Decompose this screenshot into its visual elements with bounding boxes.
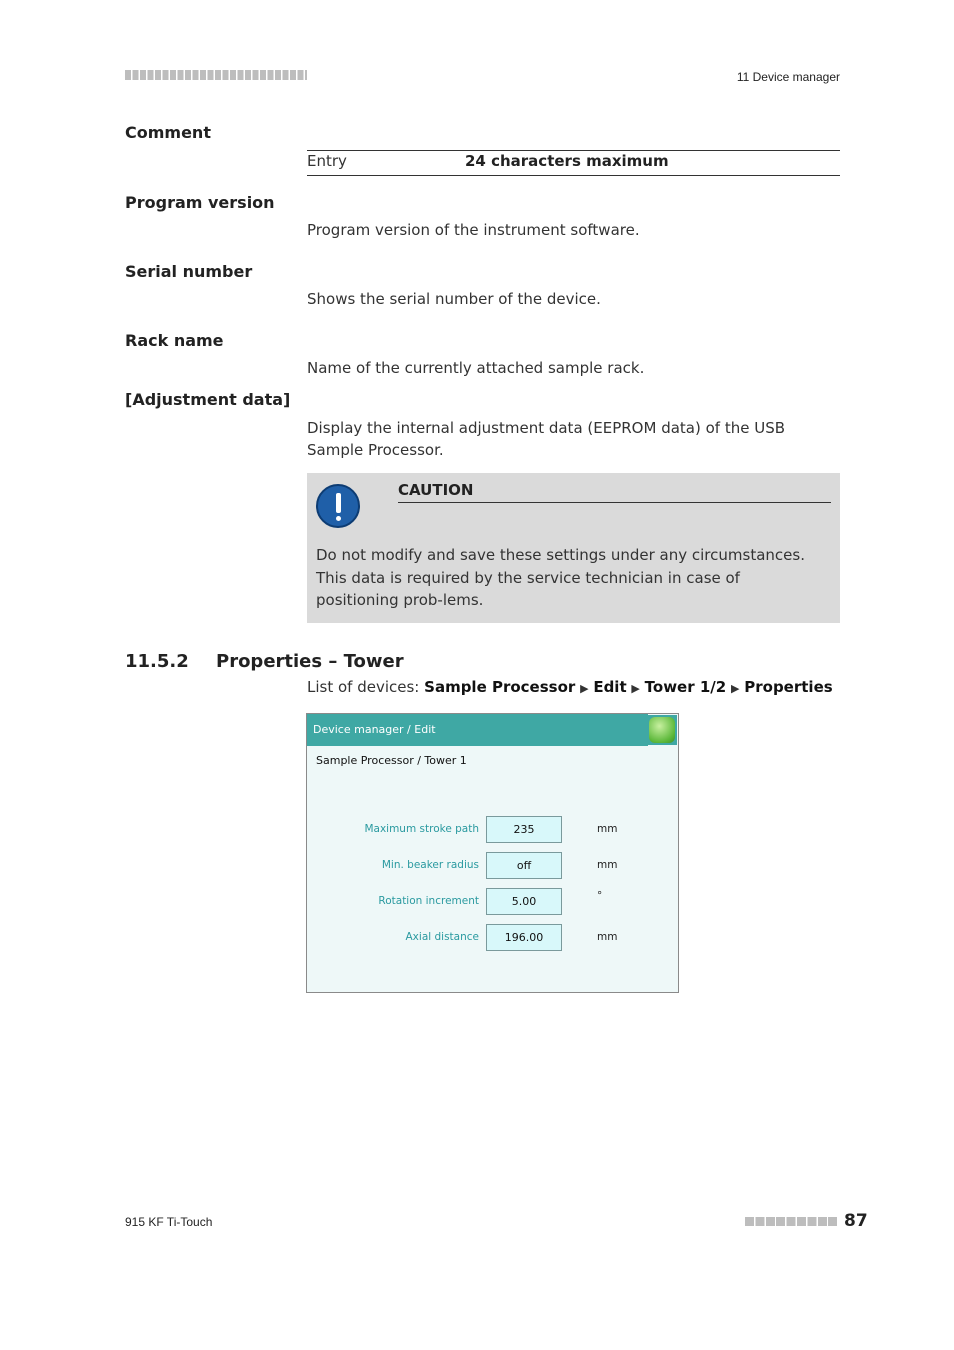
page-number: 87	[844, 1211, 868, 1231]
label-min-beaker-radius: Min. beaker radius	[381, 859, 479, 871]
desc-serial-number: Shows the serial number of the device.	[307, 290, 601, 308]
unit-rotation-increment: °	[597, 890, 603, 902]
field-min-beaker-radius[interactable]: off	[486, 852, 562, 879]
field-axial-distance[interactable]: 196.00	[486, 924, 562, 951]
section-title: Properties – Tower	[216, 651, 404, 672]
caution-box	[307, 473, 840, 623]
term-adjustment-data: [Adjustment data]	[125, 390, 291, 409]
chapter-title: 11 Device manager	[736, 70, 840, 84]
entry-label: Entry	[307, 152, 347, 170]
caution-title: CAUTION	[398, 481, 831, 503]
menu-path	[307, 678, 833, 696]
comment-entry-table	[307, 150, 840, 176]
field-maximum-stroke-path[interactable]: 235	[486, 816, 562, 843]
entry-value: 24 characters maximum	[465, 152, 669, 170]
term-rack-name: Rack name	[125, 331, 224, 350]
unit-maximum-stroke-path: mm	[597, 823, 618, 835]
status-light-icon	[649, 717, 675, 743]
field-rotation-increment[interactable]: 5.00	[486, 888, 562, 915]
path-item: Sample Processor	[424, 678, 576, 696]
path-item: Properties	[744, 678, 833, 696]
path-item: Edit	[593, 678, 627, 696]
path-separator-icon: ▶	[731, 682, 740, 695]
label-rotation-increment: Rotation increment	[378, 895, 479, 907]
desc-program-version: Program version of the instrument software.	[307, 221, 640, 239]
screen-title: Device manager / Edit	[313, 723, 436, 736]
term-program-version: Program version	[125, 193, 275, 212]
term-serial-number: Serial number	[125, 262, 253, 281]
desc-adjustment-data: Display the internal adjustment data (EEPROM data) of the USB Sample Processor.	[307, 419, 786, 459]
label-axial-distance: Axial distance	[405, 931, 479, 943]
unit-axial-distance: mm	[597, 931, 618, 943]
status-button[interactable]	[647, 715, 677, 745]
footer-decoration	[745, 1217, 838, 1226]
caution-text: Do not modify and save these settings under any circumstances. This data is required by the service technician in case of positioning prob-lems.	[316, 546, 805, 609]
term-comment: Comment	[125, 123, 211, 142]
device-screen	[306, 713, 679, 993]
screen-title-bar	[307, 714, 648, 746]
path-item: Tower 1/2	[644, 678, 727, 696]
unit-min-beaker-radius: mm	[597, 859, 618, 871]
footer-product: 915 KF Ti-Touch	[125, 1215, 213, 1229]
path-prefix: List of devices:	[307, 678, 420, 696]
path-separator-icon: ▶	[631, 682, 640, 695]
section-number: 11.5.2	[125, 651, 189, 672]
exclamation-icon	[316, 484, 360, 528]
path-separator-icon: ▶	[580, 682, 589, 695]
header-decoration	[125, 70, 307, 80]
desc-rack-name: Name of the currently attached sample rack.	[307, 359, 645, 377]
screen-subtitle: Sample Processor / Tower 1	[316, 754, 467, 767]
label-maximum-stroke-path: Maximum stroke path	[364, 823, 479, 835]
